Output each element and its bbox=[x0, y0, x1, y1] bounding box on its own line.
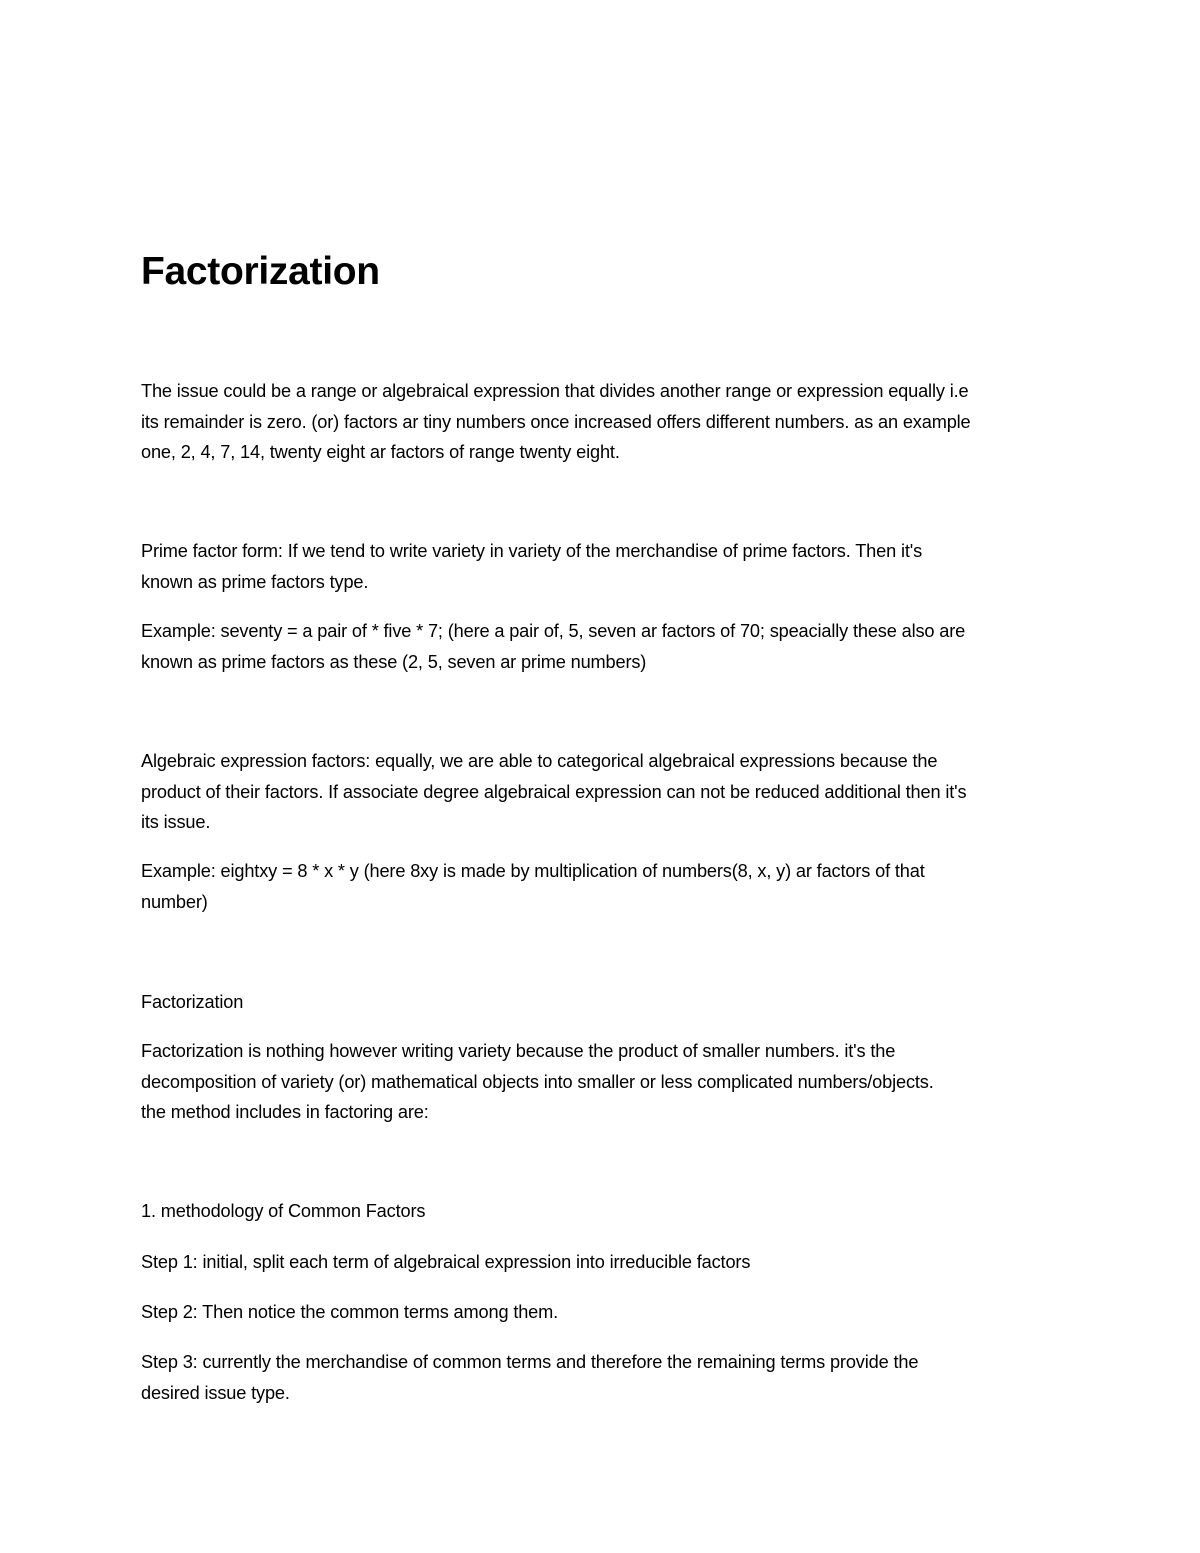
intro-line-3: one, 2, 4, 7, 14, twenty eight ar factors of range twenty eight. bbox=[141, 442, 620, 462]
factorization-desc-line-2: decomposition of variety (or) mathematical objects into smaller or less complicated numbers/objects. bbox=[141, 1071, 934, 1092]
algebraic-factors-paragraph bbox=[141, 746, 1071, 838]
intro-line-2: its remainder is zero. (or) factors ar tiny numbers once increased offers different numbers. as an example bbox=[141, 411, 971, 432]
factorization-description-paragraph bbox=[141, 1036, 1071, 1128]
algebraic-factors-line-2: product of their factors. If associate degree algebraical expression can not be reduced additional then it's bbox=[141, 781, 967, 802]
algebraic-example-line-2: number) bbox=[141, 891, 208, 912]
intro-paragraph bbox=[141, 376, 1071, 468]
step-2 bbox=[141, 1297, 1071, 1328]
factorization-desc-line-3: the method includes in factoring are: bbox=[141, 1102, 429, 1122]
prime-form-paragraph bbox=[141, 536, 1071, 597]
prime-form-line-1: Prime factor form: If we tend to write variety in variety of the merchandise of prime factors. Then it's bbox=[141, 541, 923, 561]
prime-example-line-1: Example: seventy = a pair of * five * 7; (here a pair of, 5, seven ar factors of 70; speacially these also are bbox=[141, 621, 966, 641]
prime-example-paragraph bbox=[141, 616, 1071, 677]
intro-line-1: The issue could be a range or algebraical expression that divides another range or expression equally i.e bbox=[141, 381, 969, 401]
step-3-line-2: desired issue type. bbox=[141, 1382, 290, 1403]
section-subheading bbox=[141, 987, 1071, 1018]
step-1-text: Step 1: initial, split each term of algebraical expression into irreducible factors bbox=[141, 1252, 751, 1272]
subheading-text: Factorization bbox=[141, 992, 244, 1012]
algebraic-factors-line-3: its issue. bbox=[141, 812, 211, 832]
method-heading bbox=[141, 1196, 1071, 1227]
method-heading-text: 1. methodology of Common Factors bbox=[141, 1201, 426, 1221]
step-1 bbox=[141, 1247, 1071, 1278]
step-3 bbox=[141, 1347, 1071, 1408]
step-3-line-1: Step 3: currently the merchandise of common terms and therefore the remaining terms provide the bbox=[141, 1352, 919, 1372]
factorization-desc-line-1: Factorization is nothing however writing variety because the product of smaller numbers. it's the bbox=[141, 1041, 896, 1061]
algebraic-example-line-1: Example: eightxy = 8 * x * y (here 8xy is made by multiplication of numbers(8, x, y) ar factors of that bbox=[141, 861, 925, 881]
algebraic-example-paragraph bbox=[141, 856, 1071, 917]
algebraic-factors-line-1: Algebraic expression factors: equally, we are able to categorical algebraical expressions because the bbox=[141, 751, 938, 771]
document-title: Factorization bbox=[141, 250, 380, 293]
prime-example-line-2: known as prime factors as these (2, 5, seven ar prime numbers) bbox=[141, 651, 647, 672]
prime-form-line-2: known as prime factors type. bbox=[141, 571, 369, 592]
step-2-text: Step 2: Then notice the common terms among them. bbox=[141, 1302, 559, 1322]
